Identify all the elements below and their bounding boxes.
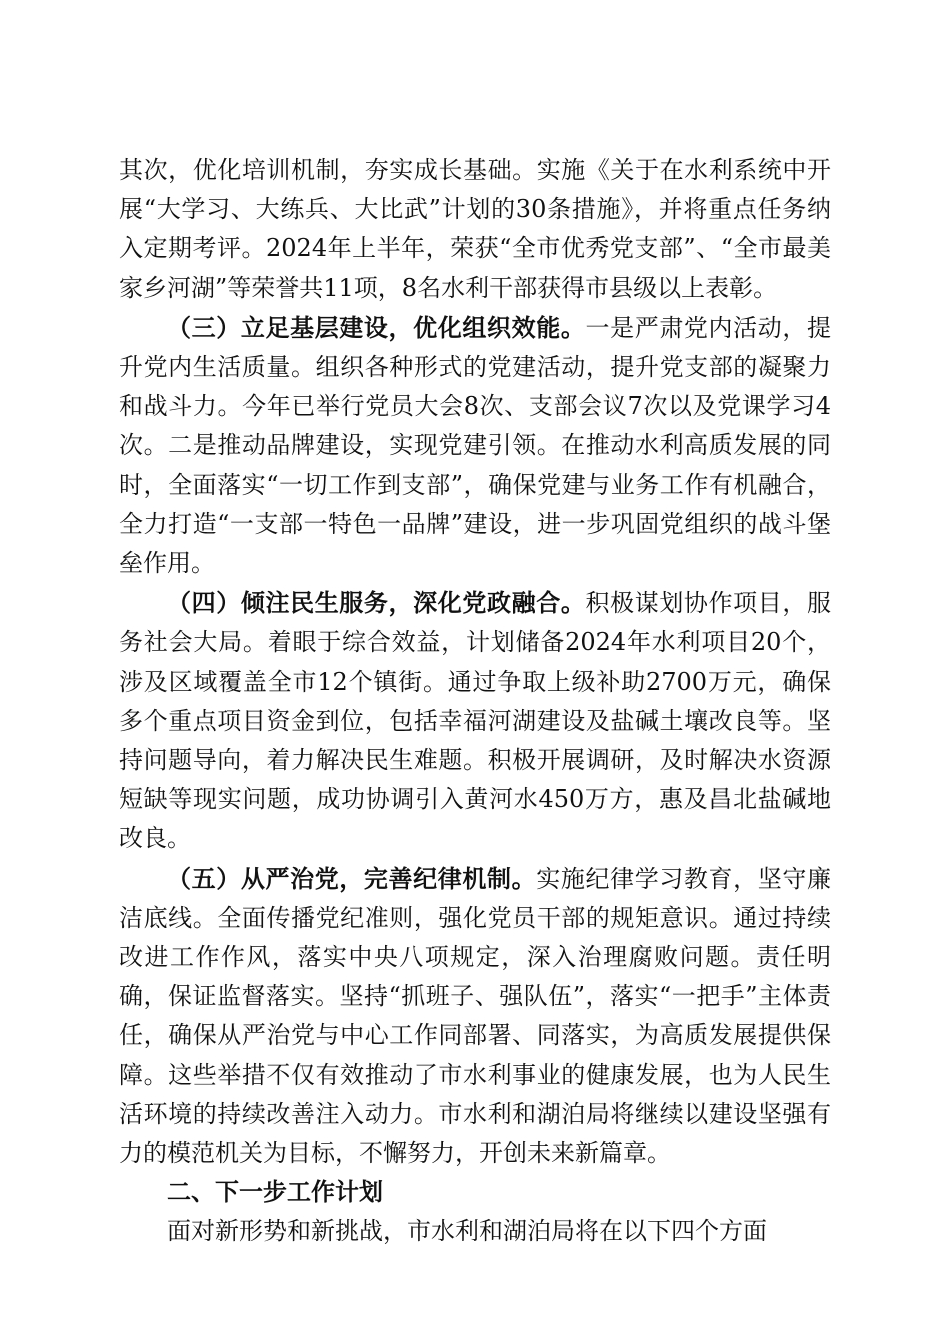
document-body xyxy=(119,151,831,1252)
paragraph-section-4 xyxy=(119,583,831,858)
section-3-lead: （三）立足基层建设，优化组织效能。 xyxy=(167,312,586,342)
section-3-body: 一是严肃党内活动，提升党内生活质量。组织各种形式的党建活动，提升党支部的凝聚力和战斗力。今年已举行党员大会8次、支部会议7次以及党课学习4次。二是推动品牌建设，实现党建引领。在推动水利高质发展的同时，全面落实“一切工作到支部”，确保党建与业务工作有机融合，全力打造“一支部一特色一品牌”建设，进一步巩固党组织的战斗堡垒作用。 xyxy=(119,313,832,578)
section-5-lead: （五）从严治党，完善纪律机制。 xyxy=(167,863,537,893)
paragraph-last: 面对新形势和新挑战，市水利和湖泊局将在以下四个方面 xyxy=(167,1217,767,1246)
section-5-body: 实施纪律学习教育，坚守廉洁底线。全面传播党纪准则，强化党员干部的规矩意识。通过持续改进工作作风，落实中央八项规定，深入治理腐败问题。责任明确，保证监督落实。坚持“抓班子、强队伍”，落实“一把手”主体责任，确保从严治党与中心工作同部署、同落实，为高质发展提供保障。这些举措不仅有效推动了市水利事业的健康发展，也为人民生活环境的持续改善注入动力。市水利和湖泊局将继续以建设坚强有力的模范机关为目标，不懈努力，开创未来新篇章。 xyxy=(119,864,832,1168)
section-4-lead: （四）倾注民生服务，深化党政融合。 xyxy=(167,588,586,618)
heading-next-plan: 二、下一步工作计划 xyxy=(167,1178,383,1207)
section-4-body: 积极谋划协作项目，服务社会大局。着眼于综合效益，计划储备2024年水利项目20个，涉及区域覆盖全市12个镇街。通过争取上级补助2700万元，确保多个重点项目资金到位，包括幸福河湖建设及盐碱土壤改良等。坚持问题导向，着力解决民生难题。积极开展调研，及时解决水资源短缺等现实问题，成功协调引入黄河水450万方，惠及昌北盐碱地改良。 xyxy=(119,589,832,853)
paragraph-section-5 xyxy=(119,859,831,1174)
paragraph-intro: 其次，优化培训机制，夯实成长基础。实施《关于在水利系统中开展“大学习、大练兵、大比武”计划的30条措施》，并将重点任务纳入定期考评。2024年上半年，荣获“全市优秀党支部”、“全市最美家乡河湖”等荣誉共11项，8名水利干部获得市县级以上表彰。 xyxy=(119,156,831,302)
paragraph-section-3 xyxy=(119,308,831,583)
